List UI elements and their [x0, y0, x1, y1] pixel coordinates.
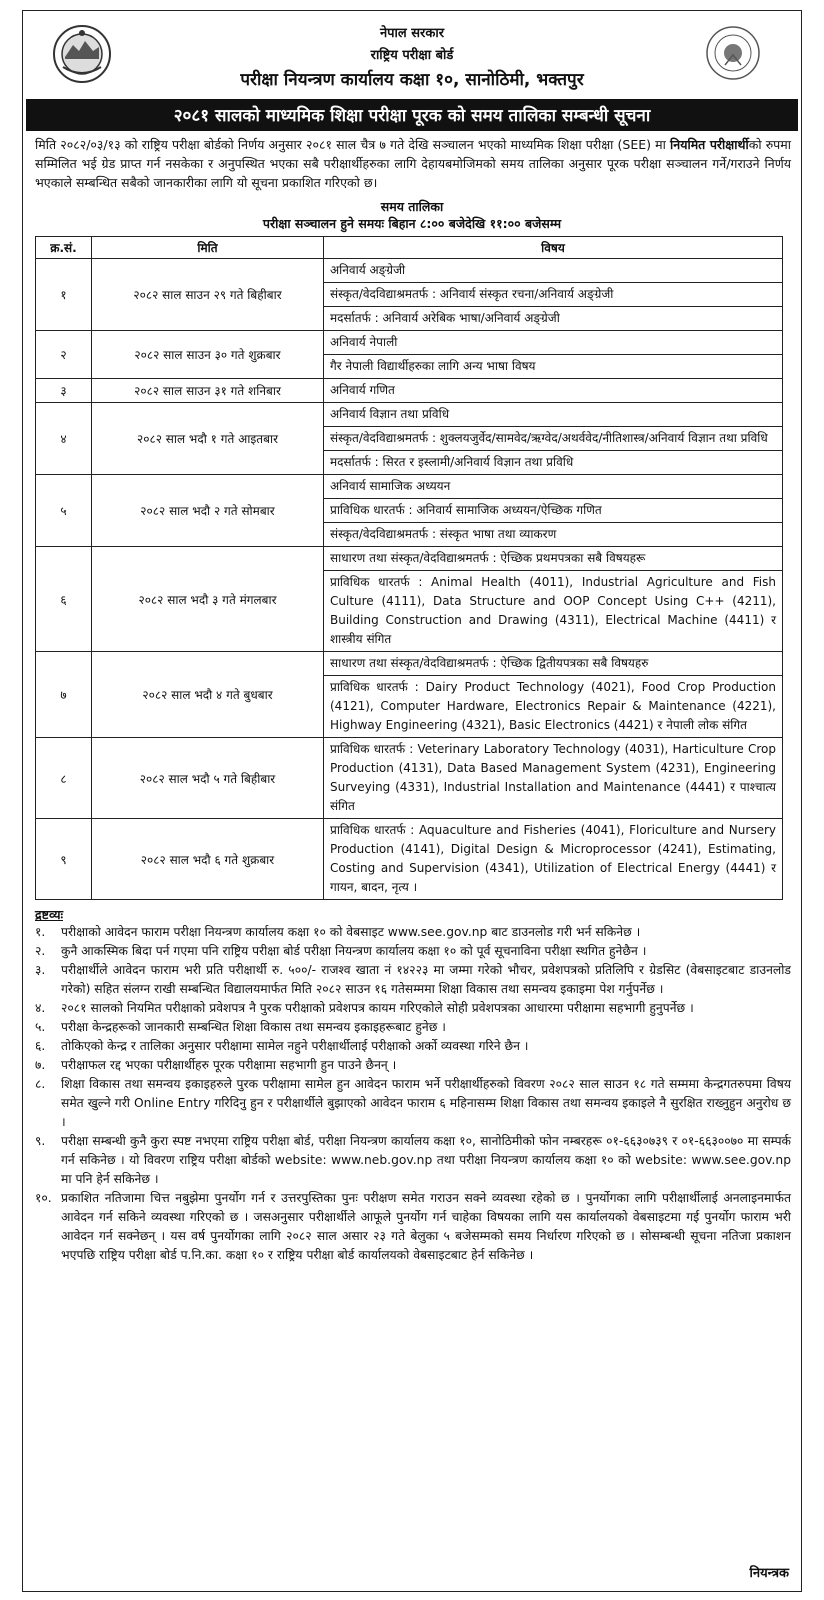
row-date: २०८२ साल भदौ २ गते सोमबार [92, 475, 324, 547]
row-sn: ८ [36, 738, 92, 819]
table-row [36, 819, 783, 900]
list-item: ४. २०८१ सालको नियमित परीक्षाको प्रवेशपत्र नै पुरक परीक्षाको प्रवेशपत्र कायम गरिएकोले सोही प्रवेशपत्रका आधारमा परीक्षामा सहभागी हुनुपर्नेछ । [35, 1001, 694, 1015]
subject-cell: मदर्सातर्फ : अनिवार्य अरेबिक भाषा/अनिवार्य अङ्ग्रेजी [324, 306, 782, 330]
row-date: २०८२ साल साउन २९ गते बिहीबार [92, 259, 324, 331]
row-date: २०८२ साल भदौ ५ गते बिहीबार [92, 738, 324, 819]
row-date: २०८२ साल साउन ३० गते शुक्रबार [92, 331, 324, 379]
row-sn: ९ [36, 819, 92, 900]
intro-paragraph: मिति २०८२/०३/१३ को राष्ट्रिय परीक्षा बोर्डको निर्णय अनुसार २०८१ साल चैत्र ७ गते देखि सञ्चालन भएको माध्यमिक शिक्षा परीक्षा (SEE) मा नियमित परीक्षार्थीको रुपमा सम्मिलित भई ग्रेड प्राप्त गर्न नसकेका र अनुपस्थित भएका सबै परीक्षार्थीहरुका लागि देहायबमोजिमको समय तालिका अनुसार पूरक परीक्षा सञ्चालन गर्ने/गराउने निर्णय भएकाले सम्बन्धित सबैको जानकारीका लागि यो सूचना प्रकाशित गरिएको छ। [35, 137, 791, 190]
row-subjects [324, 547, 783, 652]
list-item: ३. परीक्षार्थीले आवेदन फाराम भरी प्रति परीक्षार्थी रु. ५००/- राजश्व खाता नं १४२२३ मा जम्मा गरेको भौचर, प्रवेशपत्रको प्रतिलिपि र ग्रेडसिट (वेबसाइटबाट डाउनलोड गरेको) सहित संलग्न राखी सम्बन्धित विद्यालयमार्फत मिति २०८२ साउन १६ गतेसम्ममा शिक्षा विकास तथा समन्वय इकाइमा पेश गर्नुपर्नेछ । [35, 963, 791, 996]
table-row [36, 547, 783, 652]
col-header-subject: विषय [324, 237, 783, 259]
row-sn: ५ [36, 475, 92, 547]
row-subjects [324, 652, 783, 738]
subject-cell: प्राविधिक धारतर्फ : अनिवार्य सामाजिक अध्ययन/ऐच्छिक गणित [324, 498, 782, 522]
table-row [36, 475, 783, 547]
subject-cell: संस्कृत/वेदविद्याश्रमतर्फ : अनिवार्य संस्कृत रचना/अनिवार्य अङ्ग्रेजी [324, 282, 782, 306]
subject-cell: प्राविधिक धारतर्फ : Aquaculture and Fisheries (4041), Floriculture and Nursery Production (4141), Digital Design & Microprocessor (4241), Estimating, Costing and Supervision (4341), Utilization of Electrical Energy (4441) र गायन, बादन, नृत्य । [330, 823, 776, 894]
subject-cell: मदर्सातर्फ : सिरत र इस्लामी/अनिवार्य विज्ञान तथा प्रविधि [324, 450, 782, 474]
row-subjects [324, 403, 783, 475]
intro-highlight: नियमित परीक्षार्थी [670, 137, 749, 152]
table-row [36, 403, 783, 475]
table-row [36, 652, 783, 738]
schedule-time: परीक्षा सञ्चालन हुने समयः बिहान ८:०० बजेदेखि ११:०० बजेसम्म [262, 216, 562, 231]
row-subjects [324, 331, 783, 379]
row-sn: २ [36, 331, 92, 379]
list-item: १०. प्रकाशित नतिजामा चित्त नबुझेमा पुनर्योग गर्न र उत्तरपुस्तिका पुनः परीक्षण समेत गराउन सक्ने व्यवस्था रहेको छ । पुनर्योगका लागि परीक्षार्थीलाई अनलाइनमार्फत आवेदन गर्न सकिने व्यवस्था गरिएको छ । जसअनुसार परीक्षार्थीले आफूले पुनर्योग गर्न चाहेका विषयका लागि यस कार्यालयको वेबसाइटमा गई पुनर्योग फाराम भरी आवेदन गर्न सक्नेछन् । यस वर्ष पुनर्योगका लागि २०८२ साल असार २३ गते बेलुका ५ बजेसम्मको समय निर्धारण गरिएको छ । सोसम्बन्धी सूचना नतिजा प्रकाशन भएपछि राष्ट्रिय परीक्षा बोर्ड प.नि.का. कक्षा १० र राष्ट्रिय परीक्षा बोर्ड कार्यालयको वेबसाइटबाट हेर्न सकिनेछ । [35, 1191, 791, 1262]
nepal-government-emblem-icon [51, 23, 113, 85]
schedule-title: समय तालिका [380, 199, 444, 214]
row-date: २०८२ साल भदौ ४ गते बुधबार [92, 652, 324, 738]
row-date: २०८२ साल साउन ३१ गते शनिबार [92, 379, 324, 403]
list-item: ८. शिक्षा विकास तथा समन्वय इकाइहरुले पुरक परीक्षामा सामेल हुन आवेदन फाराम भर्ने परीक्षार्थीहरुको विवरण २०८२ साल साउन १८ गते सम्ममा केन्द्रगतरुपमा विषय समेत खुल्ने गरी Online Entry गरिदिनु हुन र परीक्षार्थीले बुझाएको आवेदन फाराम ६ महिनासम्म शिक्षा विकास तथा समन्वय इकाइले नै सुरक्षित राख्नुहुन अनुरोध छ । [35, 1077, 791, 1129]
row-sn: ४ [36, 403, 92, 475]
notice-page [22, 10, 802, 1592]
row-sn: १ [36, 259, 92, 331]
row-sn: ७ [36, 652, 92, 738]
notes-list [23, 923, 801, 1265]
notice-title-banner: २०८१ सालको माध्यमिक शिक्षा परीक्षा पूरक को समय तालिका सम्बन्धी सूचना [26, 99, 798, 131]
list-item: २. कुनै आकस्मिक बिदा पर्न गएमा पनि राष्ट्रिय परीक्षा बोर्ड परीक्षा नियन्त्रण कार्यालय कक्षा १० को पूर्व सूचनाविना परीक्षा स्थगित हुनेछैन । [35, 944, 647, 958]
board-name: राष्ट्रिय परीक्षा बोर्ड [370, 48, 454, 63]
notice-header [23, 11, 801, 99]
row-subjects [324, 475, 783, 547]
row-sn: ३ [36, 379, 92, 403]
list-item: ५. परीक्षा केन्द्रहरूको जानकारी सम्बन्धित शिक्षा विकास तथा समन्वय इकाइहरूबाट हुनेछ । [35, 1020, 446, 1034]
list-item: ७. परीक्षाफल रद्द भएका परीक्षार्थीहरु पूरक परीक्षामा सहभागी हुन पाउने छैनन् । [35, 1058, 397, 1072]
subject-cell: प्राविधिक धारतर्फ : Animal Health (4011), Industrial Agriculture and Fish Culture (4111), Data Structure and OOP Concept Using C++ (4211), Building Construction and Drawing (4311), Electrical Machine (4411) र शास्त्रीय संगित [324, 570, 782, 651]
notes-heading: द्रष्टव्यः [35, 907, 63, 922]
table-row [36, 259, 783, 331]
subject-cell: साधारण तथा संस्कृत/वेदविद्याश्रमतर्फ : ऐच्छिक द्वितीयपत्रका सबै विषयहरु [330, 656, 649, 670]
subject-cell: संस्कृत/वेदविद्याश्रमतर्फ : शुक्लयजुर्वेद/सामवेद/ऋग्वेद/अथर्ववेद/नीतिशास्त्र/अनिवार्य विज्ञान तथा प्रविधि [324, 426, 782, 450]
row-subjects [324, 819, 783, 900]
table-row [36, 738, 783, 819]
list-item: ९. परीक्षा सम्बन्धी कुनै कुरा स्पष्ट नभएमा राष्ट्रिय परीक्षा बोर्ड, परीक्षा नियन्त्रण कार्यालय कक्षा १०, सानोठिमीको फोन नम्बरहरू ०१-६६३०७३९ र ०१-६६३००७० मा सम्पर्क गर्न सकिनेछ । यो विवरण राष्ट्रिय परीक्षा बोर्डको website: www.neb.gov.np तथा परीक्षा नियन्त्रण कार्यालय कक्षा १० को website: www.see.gov.np मा पनि हेर्न सकिनेछ । [35, 1134, 791, 1186]
row-subjects [324, 379, 783, 403]
subject-cell: प्राविधिक धारतर्फ : Veterinary Laboratory Technology (4031), Harticulture Crop Production (4131), Data Based Management System (4231), Engineering Surveying (4331), Industrial Installation and Maintenance (4441) र पाश्चात्य संगित [330, 742, 776, 813]
signature-title: नियन्त्रक [749, 1566, 789, 1581]
row-date: २०८२ साल भदौ ३ गते मंगलबार [92, 547, 324, 652]
col-header-sn: क्र.सं. [36, 237, 92, 259]
row-date: २०८२ साल भदौ १ गते आइतबार [92, 403, 324, 475]
exam-board-seal-icon [705, 25, 761, 81]
row-subjects [324, 259, 783, 331]
subject-cell: संस्कृत/वेदविद्याश्रमतर्फ : संस्कृत भाषा तथा व्याकरण [324, 522, 782, 546]
list-item: १. परीक्षाको आवेदन फाराम परीक्षा नियन्त्रण कार्यालय कक्षा १० को वेबसाइट www.see.gov.np बाट डाउनलोड गरी भर्न सकिनेछ । [35, 925, 641, 939]
row-sn: ६ [36, 547, 92, 652]
schedule-table [35, 236, 783, 900]
subject-cell: अनिवार्य अङ्ग्रेजी [330, 263, 406, 277]
subject-cell: अनिवार्य नेपाली [330, 335, 398, 349]
subject-cell: अनिवार्य गणित [330, 383, 395, 397]
subject-cell: अनिवार्य सामाजिक अध्ययन [330, 479, 451, 493]
office-name: परीक्षा नियन्त्रण कार्यालय कक्षा १०, सानोठिमी, भक्तपुर [240, 70, 584, 90]
col-header-date: मिति [92, 237, 324, 259]
list-item: ६. तोकिएको केन्द्र र तालिका अनुसार परीक्षामा सामेल नहुने परीक्षार्थीलाई परीक्षाको अर्को व्यवस्था गरिने छैन । [35, 1039, 529, 1053]
subject-cell: प्राविधिक धारतर्फ : Dairy Product Technology (4021), Food Crop Production (4121), Computer Hardware, Electronics Repair & Maintenance (4221), Highway Engineering (4321), Basic Electronics (4421) र नेपाली लोक संगित [324, 675, 782, 737]
subject-cell: साधारण तथा संस्कृत/वेदविद्याश्रमतर्फ : ऐच्छिक प्रथमपत्रका सबै विषयहरू [330, 551, 646, 565]
table-row [36, 331, 783, 379]
row-date: २०८२ साल भदौ ६ गते शुक्रबार [92, 819, 324, 900]
subject-cell: अनिवार्य विज्ञान तथा प्रविधि [330, 407, 450, 421]
government-name: नेपाल सरकार [379, 26, 445, 41]
row-subjects [324, 738, 783, 819]
table-row [36, 379, 783, 403]
subject-cell: गैर नेपाली विद्यार्थीहरुका लागि अन्य भाषा विषय [324, 354, 782, 378]
